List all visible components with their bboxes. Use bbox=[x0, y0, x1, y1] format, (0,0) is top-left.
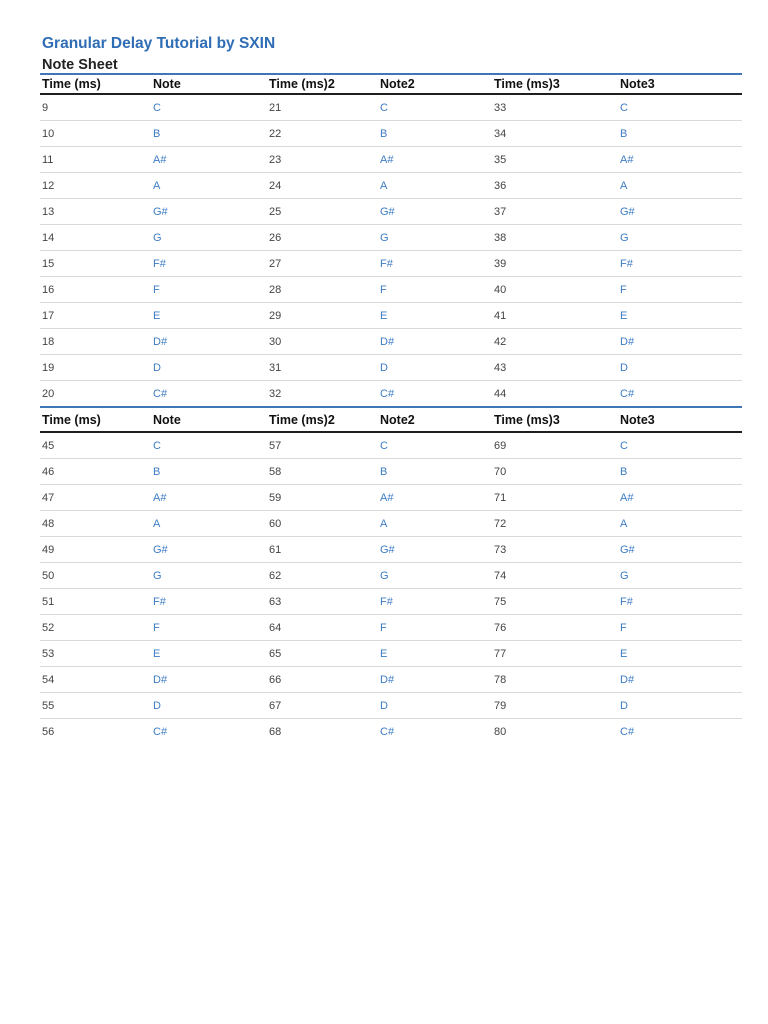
time-cell: 75 bbox=[494, 595, 507, 608]
time-cell: 13 bbox=[42, 205, 55, 218]
table-section bbox=[40, 406, 742, 744]
time-cell: 45 bbox=[42, 439, 55, 452]
time-cell: 65 bbox=[269, 647, 282, 660]
table-row bbox=[40, 485, 742, 511]
note-cell: C# bbox=[153, 725, 168, 738]
note-cell: D bbox=[153, 361, 161, 374]
time-cell: 64 bbox=[269, 621, 282, 634]
note-cell: D# bbox=[153, 673, 168, 686]
header-row bbox=[40, 408, 742, 433]
table-row bbox=[40, 459, 742, 485]
note-cell: E bbox=[620, 647, 628, 660]
note-cell: C bbox=[620, 439, 628, 452]
time-cell: 11 bbox=[42, 153, 54, 166]
note-cell: B bbox=[380, 465, 388, 478]
note-cell: G# bbox=[620, 205, 635, 218]
note-cell: F# bbox=[380, 257, 393, 270]
note-cell: F bbox=[380, 621, 387, 634]
time-cell: 16 bbox=[42, 283, 55, 296]
note-cell: F# bbox=[380, 595, 393, 608]
note-cell: C bbox=[153, 439, 161, 452]
note-cell: D# bbox=[380, 673, 395, 686]
note-cell: E bbox=[380, 647, 388, 660]
note-cell: C bbox=[620, 101, 628, 114]
note-cell: A# bbox=[380, 491, 394, 504]
note-cell: A# bbox=[153, 491, 167, 504]
table-row bbox=[40, 381, 742, 406]
note-cell: E bbox=[620, 309, 628, 322]
table-row bbox=[40, 303, 742, 329]
column-header: Note bbox=[153, 412, 181, 427]
column-header: Time (ms) bbox=[42, 412, 101, 427]
time-cell: 46 bbox=[42, 465, 55, 478]
note-cell: B bbox=[153, 465, 161, 478]
time-cell: 25 bbox=[269, 205, 282, 218]
time-cell: 72 bbox=[494, 517, 507, 530]
note-cell: C bbox=[380, 101, 388, 114]
table-row bbox=[40, 329, 742, 355]
time-cell: 54 bbox=[42, 673, 55, 686]
note-cell: F bbox=[380, 283, 387, 296]
table-row bbox=[40, 563, 742, 589]
note-cell: A# bbox=[380, 153, 394, 166]
note-cell: D# bbox=[620, 673, 635, 686]
note-cell: E bbox=[380, 309, 388, 322]
note-cell: C bbox=[153, 101, 161, 114]
note-cell: D bbox=[620, 361, 628, 374]
note-cell: E bbox=[153, 309, 161, 322]
table-row bbox=[40, 589, 742, 615]
time-cell: 57 bbox=[269, 439, 282, 452]
table-row bbox=[40, 355, 742, 381]
note-cell: G bbox=[380, 231, 389, 244]
time-cell: 66 bbox=[269, 673, 282, 686]
table-row bbox=[40, 537, 742, 563]
note-cell: G# bbox=[380, 543, 395, 556]
time-cell: 50 bbox=[42, 569, 55, 582]
time-cell: 28 bbox=[269, 283, 282, 296]
note-cell: F bbox=[153, 283, 160, 296]
time-cell: 29 bbox=[269, 309, 282, 322]
table-row bbox=[40, 511, 742, 537]
note-cell: C# bbox=[620, 387, 635, 400]
time-cell: 77 bbox=[494, 647, 507, 660]
table-row bbox=[40, 173, 742, 199]
time-cell: 15 bbox=[42, 257, 55, 270]
time-cell: 51 bbox=[42, 595, 55, 608]
table-row bbox=[40, 147, 742, 173]
time-cell: 31 bbox=[269, 361, 282, 374]
note-cell: A bbox=[153, 517, 161, 530]
time-cell: 20 bbox=[42, 387, 55, 400]
note-cell: G bbox=[620, 231, 629, 244]
time-cell: 22 bbox=[269, 127, 282, 140]
time-cell: 71 bbox=[494, 491, 507, 504]
table-section bbox=[40, 73, 742, 406]
time-cell: 68 bbox=[269, 725, 282, 738]
column-header: Time (ms)3 bbox=[494, 412, 560, 427]
note-cell: C# bbox=[620, 725, 635, 738]
time-cell: 62 bbox=[269, 569, 282, 582]
table-row bbox=[40, 433, 742, 459]
time-cell: 37 bbox=[494, 205, 507, 218]
column-header: Note2 bbox=[380, 412, 415, 427]
note-cell: A bbox=[380, 517, 388, 530]
note-cell: A# bbox=[620, 153, 634, 166]
time-cell: 39 bbox=[494, 257, 507, 270]
table-row bbox=[40, 251, 742, 277]
time-cell: 24 bbox=[269, 179, 282, 192]
time-cell: 55 bbox=[42, 699, 55, 712]
note-cell: A bbox=[380, 179, 388, 192]
time-cell: 59 bbox=[269, 491, 282, 504]
note-cell: F# bbox=[620, 257, 633, 270]
note-cell: G bbox=[380, 569, 389, 582]
note-cell: F bbox=[153, 621, 160, 634]
time-cell: 78 bbox=[494, 673, 507, 686]
table-row bbox=[40, 667, 742, 693]
time-cell: 26 bbox=[269, 231, 282, 244]
time-cell: 14 bbox=[42, 231, 55, 244]
time-cell: 33 bbox=[494, 101, 507, 114]
time-cell: 10 bbox=[42, 127, 55, 140]
time-cell: 42 bbox=[494, 335, 507, 348]
note-cell: F bbox=[620, 283, 627, 296]
time-cell: 69 bbox=[494, 439, 507, 452]
time-cell: 18 bbox=[42, 335, 55, 348]
note-cell: B bbox=[620, 127, 628, 140]
table-row bbox=[40, 95, 742, 121]
note-cell: A# bbox=[620, 491, 634, 504]
note-cell: B bbox=[153, 127, 161, 140]
time-cell: 30 bbox=[269, 335, 282, 348]
time-cell: 53 bbox=[42, 647, 55, 660]
note-cell: A bbox=[620, 517, 628, 530]
time-cell: 32 bbox=[269, 387, 282, 400]
note-cell: G# bbox=[620, 543, 635, 556]
column-header: Time (ms)2 bbox=[269, 412, 335, 427]
time-cell: 74 bbox=[494, 569, 507, 582]
time-cell: 23 bbox=[269, 153, 282, 166]
header-row bbox=[40, 75, 742, 95]
note-cell: C bbox=[380, 439, 388, 452]
time-cell: 35 bbox=[494, 153, 507, 166]
note-cell: C# bbox=[153, 387, 168, 400]
time-cell: 12 bbox=[42, 179, 55, 192]
note-cell: D bbox=[620, 699, 628, 712]
note-cell: D# bbox=[620, 335, 635, 348]
note-cell: C# bbox=[380, 725, 395, 738]
table-row bbox=[40, 615, 742, 641]
column-header: Time (ms)3 bbox=[494, 77, 560, 91]
time-cell: 49 bbox=[42, 543, 55, 556]
time-cell: 73 bbox=[494, 543, 507, 556]
note-cell: G bbox=[153, 569, 162, 582]
time-cell: 58 bbox=[269, 465, 282, 478]
note-cell: F bbox=[620, 621, 627, 634]
time-cell: 67 bbox=[269, 699, 282, 712]
time-cell: 17 bbox=[42, 309, 55, 322]
time-cell: 34 bbox=[494, 127, 507, 140]
note-cell: F# bbox=[153, 595, 166, 608]
note-cell: G bbox=[620, 569, 629, 582]
time-cell: 63 bbox=[269, 595, 282, 608]
table-row bbox=[40, 277, 742, 303]
time-cell: 27 bbox=[269, 257, 282, 270]
time-cell: 47 bbox=[42, 491, 55, 504]
document-title: Granular Delay Tutorial by SXIN bbox=[42, 35, 276, 52]
time-cell: 61 bbox=[269, 543, 282, 556]
note-cell: A bbox=[153, 179, 161, 192]
table-row bbox=[40, 641, 742, 667]
note-cell: B bbox=[380, 127, 388, 140]
note-cell: F# bbox=[620, 595, 633, 608]
note-cell: A# bbox=[153, 153, 167, 166]
column-header: Note bbox=[153, 77, 181, 91]
time-cell: 40 bbox=[494, 283, 507, 296]
time-cell: 36 bbox=[494, 179, 507, 192]
column-header: Time (ms) bbox=[42, 77, 101, 91]
table-row bbox=[40, 225, 742, 251]
note-cell: D bbox=[380, 361, 388, 374]
table-row bbox=[40, 121, 742, 147]
note-cell: D bbox=[153, 699, 161, 712]
time-cell: 38 bbox=[494, 231, 507, 244]
time-cell: 60 bbox=[269, 517, 282, 530]
note-cell: G# bbox=[380, 205, 395, 218]
column-header: Time (ms)2 bbox=[269, 77, 335, 91]
note-cell: C# bbox=[380, 387, 395, 400]
note-cell: B bbox=[620, 465, 628, 478]
time-cell: 21 bbox=[269, 101, 282, 114]
note-cell: A bbox=[620, 179, 628, 192]
time-cell: 70 bbox=[494, 465, 507, 478]
note-cell: D bbox=[380, 699, 388, 712]
time-cell: 76 bbox=[494, 621, 507, 634]
time-cell: 48 bbox=[42, 517, 55, 530]
note-cell: F# bbox=[153, 257, 166, 270]
time-cell: 44 bbox=[494, 387, 507, 400]
time-cell: 43 bbox=[494, 361, 507, 374]
note-cell: G bbox=[153, 231, 162, 244]
note-cell: G# bbox=[153, 205, 168, 218]
time-cell: 9 bbox=[42, 101, 49, 114]
time-cell: 19 bbox=[42, 361, 55, 374]
time-cell: 41 bbox=[494, 309, 507, 322]
note-table bbox=[40, 73, 742, 744]
note-cell: D# bbox=[380, 335, 395, 348]
note-cell: D# bbox=[153, 335, 168, 348]
note-cell: G# bbox=[153, 543, 168, 556]
table-row bbox=[40, 693, 742, 719]
sheet-name: Note Sheet bbox=[42, 57, 118, 73]
table-row bbox=[40, 719, 742, 744]
time-cell: 52 bbox=[42, 621, 55, 634]
column-header: Note3 bbox=[620, 412, 655, 427]
time-cell: 79 bbox=[494, 699, 507, 712]
column-header: Note3 bbox=[620, 77, 655, 91]
column-header: Note2 bbox=[380, 77, 415, 91]
time-cell: 56 bbox=[42, 725, 55, 738]
time-cell: 80 bbox=[494, 725, 507, 738]
note-cell: E bbox=[153, 647, 161, 660]
table-row bbox=[40, 199, 742, 225]
